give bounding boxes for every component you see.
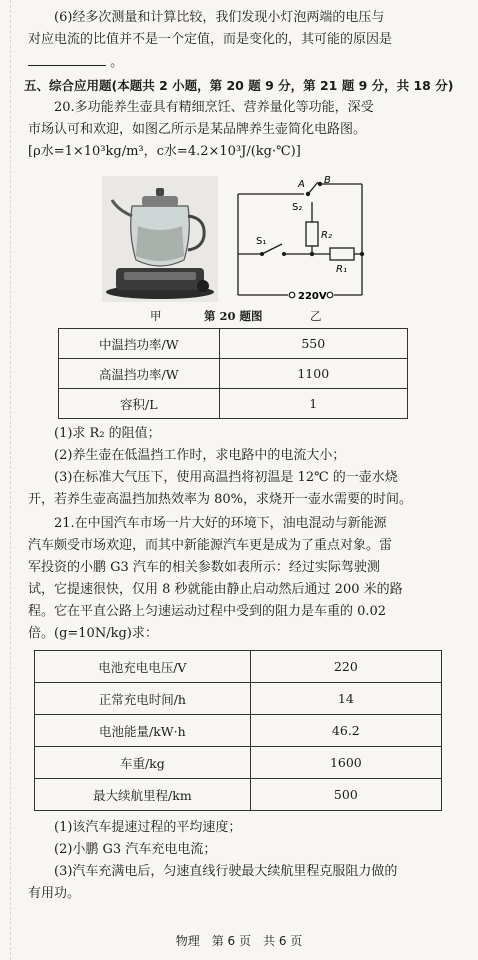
q21-sub3-line1: (3)汽车充满电后，匀速直线行驶最大续航里程克服阻力做的 — [54, 864, 398, 879]
table-row — [35, 715, 442, 747]
table-cell-value: 550 — [219, 329, 407, 359]
figure-label-jia: 甲 — [150, 309, 162, 323]
label-resistor-r1: R₁ — [336, 264, 347, 275]
q19-part6-line3 — [28, 52, 468, 73]
q20-intro-line3: [ρ水=1×10³kg/m³，c水=4.2×10³J/(kg·℃)] — [28, 144, 301, 159]
switch-s2-blade — [308, 182, 318, 194]
page-footer: 物理 第 6 页 共 6 页 — [175, 934, 303, 948]
table-row — [59, 329, 408, 359]
resistor-r2 — [306, 222, 318, 246]
junction-dot — [310, 252, 314, 256]
terminal-left — [289, 292, 295, 298]
switch-s2-contact-b — [318, 182, 322, 186]
table-cell-value: 1100 — [219, 359, 407, 389]
table-row — [59, 359, 408, 389]
table-cell-name: 车重/kg — [35, 747, 251, 779]
q21-intro-line6: 倍。(g=10N/kg)求： — [28, 626, 158, 641]
table-cell-name: 中温挡功率/W — [59, 329, 220, 359]
label-resistor-r2: R₂ — [321, 230, 332, 241]
table-cell-name: 容积/L — [59, 389, 220, 419]
table-cell-value: 14 — [250, 683, 441, 715]
table-cell-name: 正常充电时间/h — [35, 683, 251, 715]
circuit-diagram — [226, 176, 372, 302]
table-row — [35, 747, 442, 779]
figure-caption: 第 20 题图 — [204, 309, 263, 323]
q21-intro-line1: 21.在中国汽车市场一片大好的环境下，油电混动与新能源 — [54, 516, 387, 531]
table-cell-value: 1 — [219, 389, 407, 419]
kettle-photo-figure — [102, 176, 218, 302]
table-cell-name: 电池充电电压/V — [35, 651, 251, 683]
binding-margin-line — [10, 0, 11, 960]
table-row — [35, 651, 442, 683]
switch-s2-contact-a — [306, 192, 310, 196]
q20-intro-line1: 20.多功能养生壶具有精细烹饪、营养量化等功能，深受 — [54, 100, 374, 115]
answer-blank — [28, 52, 106, 66]
q19-part6-line1: (6)经多次测量和计算比较，我们发现小灯泡两端的电压与 — [54, 10, 385, 25]
q21-intro-line3: 军投资的小鹏 G3 汽车的相关参数如表所示：经过实际驾驶测 — [28, 560, 380, 575]
q21-car-spec-table — [34, 650, 442, 811]
q20-sub1: (1)求 R₂ 的阻值； — [54, 426, 161, 441]
q20-sub3-line1: (3)在标准大气压下，使用高温挡将初温是 12℃ 的一壶水烧 — [54, 470, 398, 485]
junction-dot-right — [360, 252, 364, 256]
label-voltage: 220V — [298, 291, 327, 302]
switch-s1-pivot — [260, 252, 264, 256]
table-cell-value: 46.2 — [250, 715, 441, 747]
table-row — [59, 389, 408, 419]
table-cell-name: 电池能量/kW·h — [35, 715, 251, 747]
q21-intro-line2: 汽车颇受市场欢迎，而其中新能源汽车更是成为了重点对象。雷 — [28, 538, 393, 553]
label-point-a: A — [298, 179, 305, 190]
q20-intro-line2: 市场认可和欢迎，如图乙所示是某品牌养生壶简化电路图。 — [28, 122, 367, 137]
label-point-b: B — [324, 176, 331, 186]
table-cell-value: 220 — [250, 651, 441, 683]
table-row — [35, 779, 442, 811]
switch-s1-contact — [282, 252, 286, 256]
q20-sub3-line2: 开，若养生壶高温挡加热效率为 80%，求烧开一壶水需要的时间。 — [28, 492, 413, 507]
q21-intro-line5: 程。它在平直公路上匀速运动过程中受到的阻力是车重的 0.02 — [28, 604, 387, 619]
table-row — [35, 683, 442, 715]
q21-intro-line4: 试，它提速很快，仅用 8 秒就能由静止启动然后通过 200 米的路 — [28, 582, 403, 597]
table-cell-value: 1600 — [250, 747, 441, 779]
q21-sub2: (2)小鹏 G3 汽车充电电流； — [54, 842, 217, 857]
terminal-right — [327, 292, 333, 298]
q20-sub2: (2)养生壶在低温挡工作时，求电路中的电流大小； — [54, 448, 346, 463]
table-cell-value: 500 — [250, 779, 441, 811]
table-cell-name: 最大续航里程/km — [35, 779, 251, 811]
resistor-r1 — [330, 248, 354, 260]
q21-sub3-line2: 有用功。 — [28, 886, 81, 901]
label-switch-s1: S₁ — [256, 236, 267, 247]
q20-kettle-spec-table — [58, 328, 408, 419]
q21-sub1: (1)该汽车提速过程的平均速度； — [54, 820, 242, 835]
q19-part6-end: 。 — [110, 55, 124, 70]
table-cell-name: 高温挡功率/W — [59, 359, 220, 389]
q19-part6-line2: 对应电流的比值并不是一个定值，而是变化的，其可能的原因是 — [28, 32, 393, 47]
section5-heading: 五、综合应用题(本题共 2 小题，第 20 题 9 分，第 21 题 9 分，共 18 分) — [24, 78, 454, 93]
figure-label-yi: 乙 — [310, 309, 322, 323]
label-switch-s2: S₂ — [292, 202, 303, 213]
